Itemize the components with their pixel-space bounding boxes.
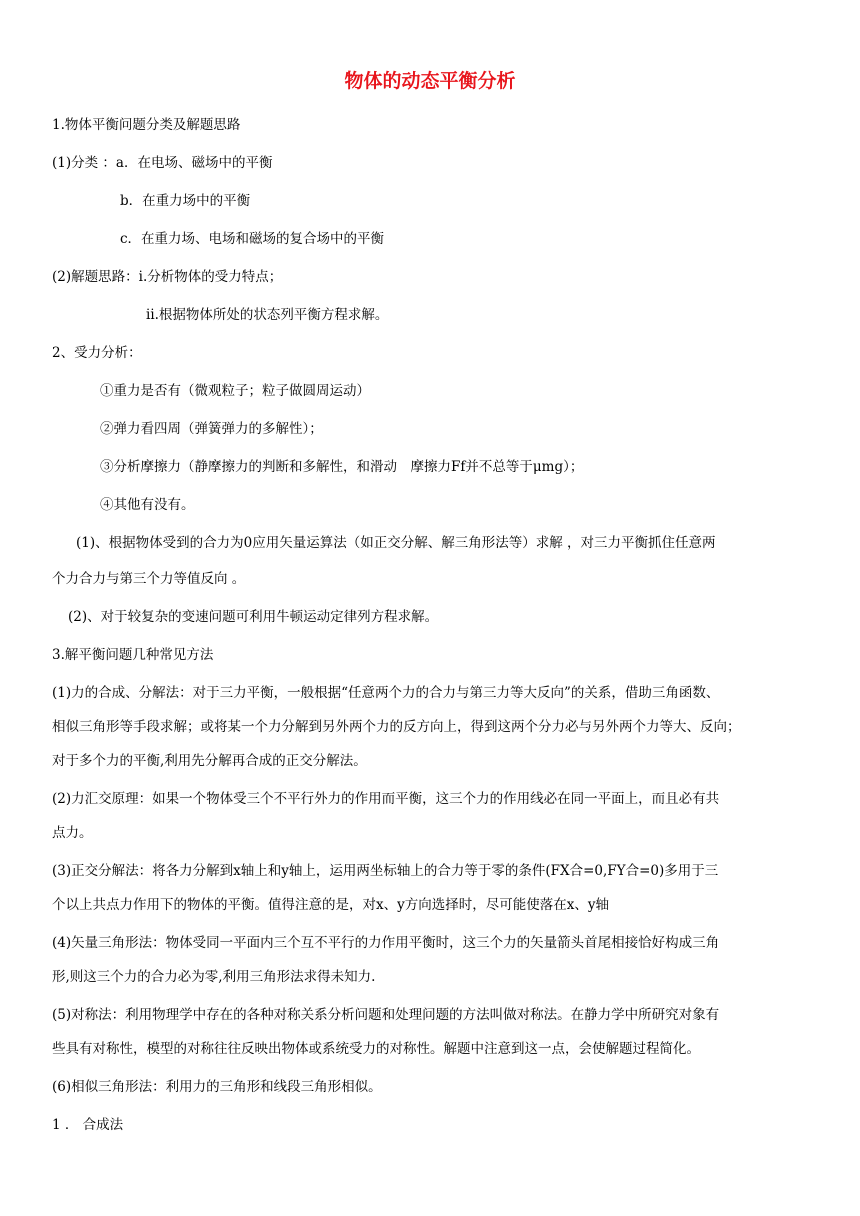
method-1-line-3: 对于多个力的平衡,利用先分解再合成的正交分解法。	[52, 753, 367, 769]
heading-2: 2、受力分析：	[52, 345, 142, 361]
classification-c: c．在重力场、电场和磁场的复合场中的平衡	[120, 231, 385, 247]
method-4-line-1: (4)矢量三角形法：物体受同一平面内三个互不平行的力作用平衡时，这三个力的矢量箭头首尾相接恰好构成三角	[52, 935, 720, 951]
force-item-3: ③分析摩擦力（静摩擦力的判断和多解性，和滑动 摩擦力Ff并不总等于μmg）；	[100, 459, 584, 475]
method-1-line-1: (1)力的合成、分解法：对于三力平衡，一般根据“任意两个力的合力与第三力等大反向”的关系，借助三角函数、	[52, 685, 720, 701]
paragraph-1-line-1: (1)、根据物体受到的合力为0应用矢量运算法（如正交分解、解三角形法等）求解 ，对三力平衡抓住任意两	[76, 535, 716, 551]
method-3-line-2: 个以上共点力作用下的物体的平衡。值得注意的是，对x、y方向选择时，尽可能使落在x、y轴	[52, 897, 609, 913]
method-2-line-1: (2)力汇交原理：如果一个物体受三个不平行外力的作用而平衡，这三个力的作用线必在同一平面上，而且必有共	[52, 791, 720, 807]
method-5-line-2: 些具有对称性，模型的对称往往反映出物体或系统受力的对称性。解题中注意到这一点，会使解题过程简化。	[52, 1041, 700, 1057]
approach-i: (2)解题思路：ⅰ.分析物体的受力特点；	[52, 269, 283, 285]
force-item-4: ④其他有没有。	[100, 497, 195, 513]
paragraph-1-line-2: 个力合力与第三个力等值反向 。	[52, 571, 246, 587]
heading-3: 3.解平衡问题几种常见方法	[52, 647, 214, 663]
force-item-1: ①重力是否有（微观粒子；粒子做圆周运动）	[100, 383, 370, 399]
classification-a: (1)分类 ：a．在电场、磁场中的平衡	[52, 155, 273, 171]
method-1-line-2: 相似三角形等手段求解；或将某一个力分解到另外两个力的反方向上，得到这两个分力必与另外两个力等大、反向；	[52, 719, 741, 735]
method-4-line-2: 形,则这三个力的合力必为零,利用三角形法求得未知力.	[52, 969, 376, 985]
method-3-line-1: (3)正交分解法：将各力分解到x轴上和y轴上，运用两坐标轴上的合力等于零的条件(FX合=0,FY合=0)多用于三	[52, 863, 719, 879]
approach-ii: ⅱ.根据物体所处的状态列平衡方程求解。	[146, 307, 389, 323]
document-title: 物体的动态平衡分析	[344, 70, 516, 92]
subheading-composition: 1 ． 合成法	[52, 1117, 124, 1133]
force-item-2: ②弹力看四周（弹簧弹力的多解性）；	[100, 421, 323, 437]
paragraph-2: (2)、对于较复杂的变速问题可利用牛顿运动定律列方程求解。	[68, 609, 439, 625]
method-2-line-2: 点力。	[52, 825, 93, 841]
method-6: (6)相似三角形法：利用力的三角形和线段三角形相似。	[52, 1079, 382, 1095]
method-5-line-1: (5)对称法：利用物理学中存在的各种对称关系分析问题和处理问题的方法叫做对称法。在静力学中所研究对象有	[52, 1007, 720, 1023]
classification-b: b．在重力场中的平衡	[120, 193, 251, 209]
heading-1: 1.物体平衡问题分类及解题思路	[52, 117, 241, 133]
